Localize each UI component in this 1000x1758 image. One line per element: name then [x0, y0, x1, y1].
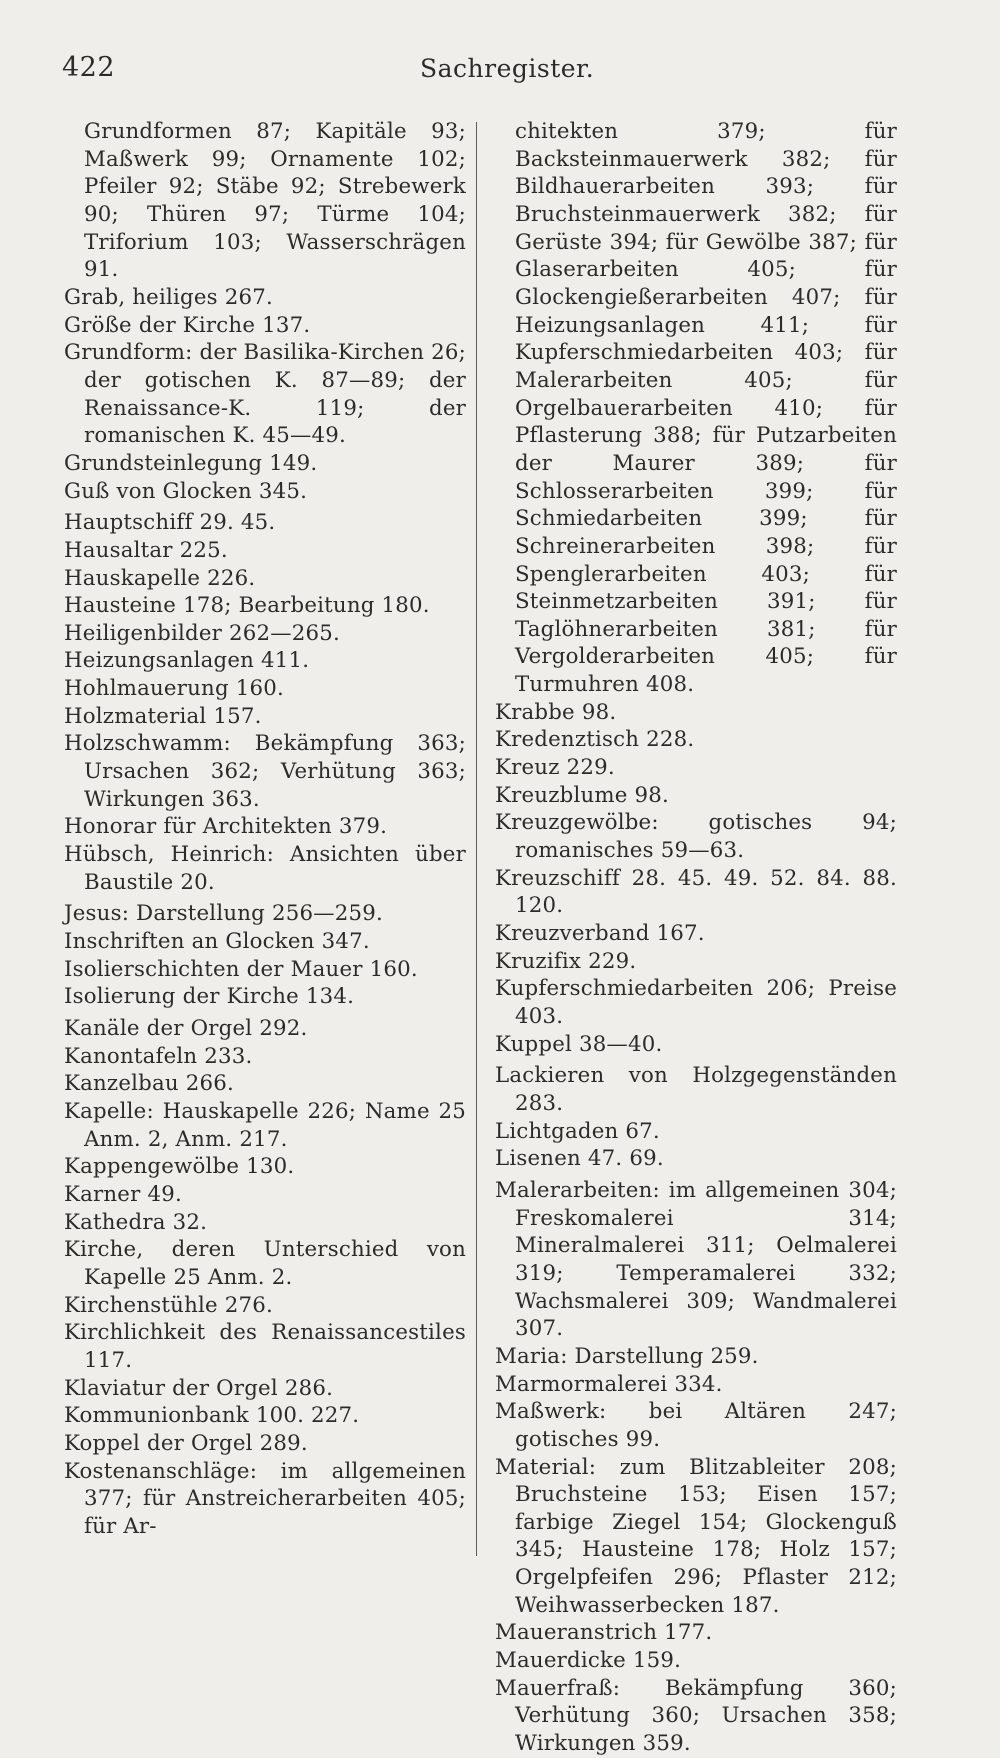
index-entry: Grundsteinlegung 149.: [64, 450, 318, 476]
index-entry: Lichtgaden 67.: [495, 1118, 660, 1144]
index-entry: Hauskapelle 226.: [64, 565, 256, 591]
index-entry: Kommunionbank 100. 227.: [64, 1403, 360, 1429]
index-entry: Inschriften an Glocken 347.: [64, 929, 370, 955]
column-divider: [476, 122, 477, 1556]
index-entry: Hausaltar 225.: [64, 537, 228, 563]
index-entry: Kredenztisch 228.: [495, 727, 695, 753]
index-entry-continuation: chitekten 379; für Backsteinmauerwerk 382; für Bildhauerarbeiten 393; für Bruchsteinmauerwerk 382; für Gerüste 394; für Gewölbe 387; für Glaserarbeiten 405; für Glockengießerarbeiten 407; für Heizungsanlagen 411; für Kupferschmiedarbeiten 403; für Malerarbeiten 405; für Orgelbauerarbeiten 410; für Pflasterung 388; für Putzarbeiten der Maurer 389; für Schlosserarbeiten 399; für Schmiedarbeiten 399; für Schreinerarbeiten 398; für Spenglerarbeiten 403; für Steinmetzarbeiten 391; für Taglöhnerarbeiten 381; für Vergolderarbeiten 405; für Turmuhren 408.: [515, 119, 897, 698]
index-entry: Hauptschiff 29. 45.: [64, 510, 276, 536]
index-entry: Isolierschichten der Mauer 160.: [64, 956, 418, 982]
page-number: 422: [62, 52, 116, 83]
index-column-left: [64, 118, 466, 1540]
running-head: Sachregister.: [420, 54, 595, 83]
index-entry: Guß von Glocken 345.: [64, 478, 308, 504]
index-entry: Kreuzgewölbe: gotisches 94; romanisches 59—63.: [495, 810, 897, 864]
index-entry: Holzmaterial 157.: [64, 703, 262, 729]
index-entry: Grab, heiliges 267.: [64, 284, 273, 310]
index-entry: Malerarbeiten: im allgemeinen 304; Freskomalerei 314; Mineralmalerei 311; Oelmalerei 319; Temperamalerei 332; Wachsmalerei 309; Wandmalerei 307.: [495, 1177, 897, 1342]
index-entry: Grundform: der Basilika-Kirchen 26; der gotischen K. 87—89; der Renaissance-K. 119; der romanischen K. 45—49.: [64, 340, 466, 449]
index-column-right: [495, 118, 897, 1758]
index-entry: Mauerdicke 159.: [495, 1648, 682, 1674]
index-entry: Marmormalerei 334.: [495, 1371, 723, 1397]
index-entry: Mauerfraß: Bekämpfung 360; Verhütung 360; Ursachen 358; Wirkungen 359.: [495, 1675, 897, 1757]
index-entry: Isolierung der Kirche 134.: [64, 984, 355, 1010]
page-header: [62, 52, 942, 92]
index-entry: Lisenen 47. 69.: [495, 1146, 664, 1172]
index-entry: Kreuzverband 167.: [495, 921, 705, 947]
index-entry: Honorar für Architekten 379.: [64, 814, 388, 840]
index-entry: Kirchlichkeit des Renaissancestiles 117.: [64, 1320, 466, 1373]
index-entry: Maria: Darstellung 259.: [495, 1343, 759, 1369]
index-entry: Kapelle: Hauskapelle 226; Name 25 Anm. 2, Anm. 217.: [64, 1098, 466, 1152]
index-entry: Klaviatur der Orgel 286.: [64, 1375, 334, 1401]
index-entry: Maßwerk: bei Altären 247; gotisches 99.: [495, 1399, 897, 1452]
index-entry: Kupferschmiedarbeiten 206; Preise 403.: [495, 976, 897, 1029]
index-entry: Kreuzblume 98.: [495, 782, 670, 808]
index-entry-continuation: Grundformen 87; Kapitäle 93; Maßwerk 99; Ornamente 102; Pfeiler 92; Stäbe 92; Strebewerk 90; Thüren 97; Türme 104; Triforium 103; Wasserschrägen 91.: [84, 119, 466, 283]
index-entry: Kirche, deren Unterschied von Kapelle 25 Anm. 2.: [64, 1237, 466, 1290]
index-entry: Krabbe 98.: [495, 699, 617, 725]
index-entry: Kostenanschläge: im allgemeinen 377; für Anstreicherarbeiten 405; für Ar-: [64, 1458, 466, 1539]
index-entry: Kruzifix 229.: [495, 948, 637, 974]
index-entry: Material: zum Blitzableiter 208; Bruchsteine 153; Eisen 157; farbige Ziegel 154; Glockenguß 345; Hausteine 178; Holz 157; Orgelpfeifen 296; Pflaster 212; Weihwasserbecken 187.: [495, 1454, 897, 1618]
index-entry: Kappengewölbe 130.: [64, 1154, 295, 1180]
index-entry: Hohlmauerung 160.: [64, 676, 284, 702]
index-entry: Kanzelbau 266.: [64, 1071, 234, 1097]
index-entry: Hausteine 178; Bearbeitung 180.: [64, 593, 430, 619]
index-entry: Kreuz 229.: [495, 755, 615, 781]
index-entry: Jesus: Darstellung 256—259.: [64, 901, 383, 927]
index-entry: Kanäle der Orgel 292.: [64, 1016, 308, 1041]
index-entry: Karner 49.: [64, 1181, 182, 1207]
index-entry: Kuppel 38—40.: [495, 1031, 663, 1057]
index-entry: Hübsch, Heinrich: Ansichten über Baustile 20.: [64, 842, 466, 895]
index-entry: Lackieren von Holzgegenständen 283.: [495, 1063, 897, 1116]
index-entry: Holzschwamm: Bekämpfung 363; Ursachen 362; Verhütung 363; Wirkungen 363.: [64, 731, 466, 812]
index-entry: Kathedra 32.: [64, 1209, 208, 1235]
index-entry: Koppel der Orgel 289.: [64, 1430, 308, 1456]
index-entry: Kreuzschiff 28. 45. 49. 52. 84. 88. 120.: [495, 865, 897, 919]
index-entry: Heizungsanlagen 411.: [64, 648, 310, 674]
index-entry: Kanontafeln 233.: [64, 1043, 253, 1069]
index-entry: Heiligenbilder 262—265.: [64, 620, 340, 646]
index-entry: Kirchenstühle 276.: [64, 1292, 273, 1318]
index-entry: Größe der Kirche 137.: [64, 312, 311, 338]
index-entry: Maueranstrich 177.: [495, 1620, 713, 1646]
